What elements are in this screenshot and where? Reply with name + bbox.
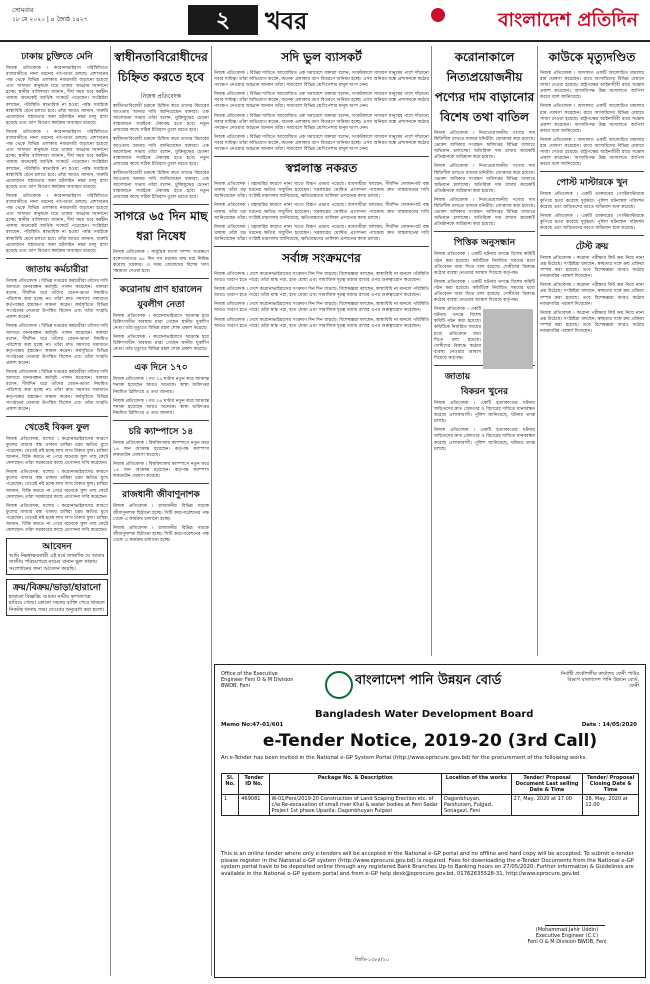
signatory-title: Executive Engineer (C.C) xyxy=(535,933,599,940)
headline: স্বপ্নলাস্ত নকরত xyxy=(285,161,358,176)
article-text: নিজস্ব প্রতিবেদক । একটি ডাকঘরের পোস্টমাস্টারকে কুপিয়ে হত্যা করেছে দুর্বৃত্তরা। পুলিশ ঘটনাস্থল পরিদর্শন করেছে এবং জড়িতদের ধরতে অভিযান শুরু করেছে। xyxy=(540,192,644,210)
ad-title: আবেদন xyxy=(42,542,72,553)
notice-date: Date : 14/05/2020 xyxy=(581,722,637,728)
article-text: নিজস্ব প্রতিবেদক । একটি হত্যাকাণ্ডের ঘটনায় জড়িতদের দ্রুত গ্রেফতার ও বিচারের দাবিতে মানববন্ধন করেছে এলাকাবাসী। পুলিশ জানিয়েছে, ঘটনার তদন্ত চলছে। xyxy=(434,401,535,425)
table-row xyxy=(222,795,639,816)
cell-location: Dagonbhuyan, Parshuram, Fulgazi, Sonagazi, Feni xyxy=(441,795,511,816)
article-text: স্বাধীনতাবিরোধী চক্রকে চিহ্নিত করে তাদের বিচারের আওতায় আনার দাবি জানিয়েছেন বক্তারা। এক আলোচনা সভায় তাঁরা বলেন, মুক্তিযুদ্ধের চেতনা বাস্তবায়নে সবাইকে ঐক্যবদ্ধ হতে হবে। নতুন প্রজন্মের কাছে সঠিক ইতিহাস তুলে ধরতে হবে। xyxy=(113,170,209,201)
headline: সাগরে ৬৫ দিন মাছ ধরা নিষেধ xyxy=(114,209,208,244)
column-1 xyxy=(6,46,108,976)
article-text: নিজস্ব প্রতিবেদক । মহামারির কারণে নানা খাতে বিরূপ প্রভাব পড়েছে। ব্যবসায়ীরা বলছেন, দীর্ঘদিন দোকানপাট বন্ধ থাকায় তাঁরা বড় ধরনের ক্ষতির সম্মুখীন হয়েছেন। সরকারের ঘোষিত প্রণোদনা প্যাকেজ দ্রুত বাস্তবায়নের দাবি জানিয়েছেন তাঁরা। সংশ্লিষ্ট মন্ত্রণালয় জানিয়েছে, ক্ষতিগ্রস্তদের তালিকা প্রণয়নের কাজ চলছে। xyxy=(214,182,429,200)
article-text: নিজস্ব প্রতিবেদক । বিভিন্ন দাবিতে আয়োজিত এক সমাবেশে বক্তারা বলেন, সংকটকালে সাধারণ মানুষের পাশে দাঁড়ানো সবার দায়িত্ব। তাঁরা অভিযোগ করেন, অনেক এলাকায় ত্রাণ বিতরণে অনিয়ম হচ্ছে। এসব অনিয়ম বন্ধে প্রশাসনকে কঠোর পদক্ষেপ নেওয়ার আহ্বান জানান তাঁরা। সমাবেশে বিভিন্ন শ্রেণিপেশার মানুষ অংশ নেন। xyxy=(214,134,429,153)
article-text: নিজস্ব প্রতিবেদক, যশোর । করোনাভাইরাসের কারণে ফুলের বাজার বন্ধ থাকায় চাষিরা চরম ক্ষতির মুখে পড়েছেন। খেতেই নষ্ট হচ্ছে লাখ লাখ টাকার ফুল। চাষিরা জানান, বিক্রি করতে না পেরে অনেকে ফুল গাছ কেটে ফেলছেন। তাঁরা সরকারের কাছে প্রণোদনা দাবি করেছেন। xyxy=(6,436,108,467)
signatory xyxy=(497,927,637,946)
issue-date: ১৮ মে ২০২০ | ৪ জ্যৈষ্ঠ ১৪২৭ xyxy=(12,16,88,23)
org-name-bangla: বাংলাদেশ পানি উন্নয়ন বোর্ড xyxy=(355,673,502,688)
office-bangla: নির্বাহী প্রকৌশলীর কার্যালয় ফেনী পাউর বিভাগ বাংলাদেশ পানি উন্নয়ন বোর্ড, ফেনী xyxy=(560,671,639,689)
ad-text: আমি নিম্নস্বাক্ষরকারী এই মর্মে জানাচ্ছি যে আমার জাতীয় পরিচয়পত্রে নামের বানান ভুল থাকায় সংশোধনের জন্য আবেদন করেছি। xyxy=(9,552,105,572)
ad-reference: জিডি-১৩৮৫/২০ xyxy=(355,957,389,963)
divider xyxy=(113,420,209,421)
article-text: নিজস্ব প্রতিবেদক । বিভিন্ন দপ্তরের কর্মচারীরা তাঁদের দাবি আদায়ে মানববন্ধন কর্মসূচি পালন করেছেন। বক্তারা বলেন, দীর্ঘদিন ধরে তাঁদের বেতন-ভাতা নিয়মিত পরিশোধ করা হচ্ছে না। তাঁরা দ্রুত সমস্যার সমাধানে কর্তৃপক্ষের হস্তক্ষেপ কামনা করেন। কর্মসূচিতে বিভিন্ন সংগঠনের নেতারা উপস্থিত ছিলেন এবং তাঁরা সংহতি প্রকাশ করেন। xyxy=(6,278,108,321)
headline: জাতায় কর্মচারীরা xyxy=(25,264,89,275)
byline: নিজস্ব প্রতিবেদক xyxy=(140,93,182,100)
cell-package: W-01/Feni/2019-20 Construction of Land Scaping Erection etc. of c/w Re-excavation of small river Khal & water bodies at Feni Sadar Project 1st phase Upazila: Dagonbhuyan Fulgazi xyxy=(269,795,441,816)
column-2 xyxy=(113,46,209,976)
article-text: নিজস্ব প্রতিবেদক । বিভিন্ন দাবিতে আয়োজিত এক সমাবেশে বক্তারা বলেন, সংকটকালে সাধারণ মানুষের পাশে দাঁড়ানো সবার দায়িত্ব। তাঁরা অভিযোগ করেন, অনেক এলাকায় ত্রাণ বিতরণে অনিয়ম হচ্ছে। এসব অনিয়ম বন্ধে প্রশাসনকে কঠোর পদক্ষেপ নেওয়ার আহ্বান জানান তাঁরা। সমাবেশে বিভিন্ন শ্রেণিপেশার মানুষ অংশ নেন। xyxy=(214,71,429,89)
article-text: স্বাধীনতাবিরোধী চক্রকে চিহ্নিত করে তাদের বিচারের আওতায় আনার দাবি জানিয়েছেন বক্তারা। এক আলোচনা সভায় তাঁরা বলেন, মুক্তিযুদ্ধের চেতনা বাস্তবায়নে সবাইকে ঐক্যবদ্ধ হতে হবে। নতুন প্রজন্মের কাছে সঠিক ইতিহাস তুলে ধরতে হবে। xyxy=(113,137,209,167)
article-text: নিজস্ব প্রতিবেদক । গত ২৪ ঘণ্টায় নতুন করে আক্রান্ত শনাক্ত হয়েছেন আরও অনেকে। স্বাস্থ্য অধিদপ্তর নিয়মিত ব্রিফিংয়ে এ তথ্য জানায়। xyxy=(113,398,209,416)
article-text: নিজস্ব প্রতিবেদক । করোনা পরীক্ষার কিট ক্রয় নিয়ে নানা প্রশ্ন উঠেছে। সংশ্লিষ্টরা বলছেন, স্বচ্ছতার সঙ্গে ক্রয় প্রক্রিয়া সম্পন্ন করা হয়েছে। তবে বিশেষজ্ঞরা আরও কঠোর নজরদারির পরামর্শ দিয়েছেন। xyxy=(540,283,644,307)
headline: এক দিনে ১৭০ xyxy=(134,363,188,374)
divider xyxy=(434,231,535,232)
article-text: নিজস্ব প্রতিবেদক, যশোর । করোনাভাইরাসের কারণে ফুলের বাজার বন্ধ থাকায় চাষিরা চরম ক্ষতির মুখে পড়েছেন। খেতেই নষ্ট হচ্ছে লাখ লাখ টাকার ফুল। চাষিরা জানান, বিক্রি করতে না পেরে অনেকে ফুল গাছ কেটে ফেলছেন। তাঁরা সরকারের কাছে প্রণোদনা দাবি করেছেন। xyxy=(6,470,108,500)
headline: রাজধানী জীবাণুনাশক xyxy=(122,490,200,501)
article-text: নিজস্ব প্রতিবেদক । করোনাভাইরাসে আক্রান্ত হয়ে চিকিৎসাধীন অবস্থায় মারা গেছেন স্থানীয় যুবলীগ নেতা। তাঁর মৃত্যুতে বিভিন্ন মহল শোক প্রকাশ করেছে। xyxy=(113,313,209,331)
divider xyxy=(113,356,209,357)
column-divider xyxy=(211,46,212,976)
article-text: নিজস্ব প্রতিবেদক । আদালত একটি আলোচিত মামলার রায় ঘোষণা করেছেন। রায়ে আসামিদের বিভিন্ন মেয়াদে সাজা দেওয়া হয়েছে। রাষ্ট্রপক্ষের আইনজীবী রায়ে সন্তোষ প্রকাশ করেছেন। আসামিপক্ষ উচ্চ আদালতে আপিল করবে বলে জানিয়েছে। xyxy=(540,71,644,101)
article-text: নিজস্ব প্রতিবেদক । আদালত একটি আলোচিত মামলার রায় ঘোষণা করেছেন। রায়ে আসামিদের বিভিন্ন মেয়াদে সাজা দেওয়া হয়েছে। রাষ্ট্রপক্ষের আইনজীবী রায়ে সন্তোষ প্রকাশ করেছেন। আসামিপক্ষ উচ্চ আদালতে আপিল করবে বলে জানিয়েছে। xyxy=(540,137,644,168)
article-text: নিজস্ব প্রতিবেদক । বিভিন্ন দপ্তরের কর্মচারীরা তাঁদের দাবি আদায়ে মানববন্ধন কর্মসূচি পালন করেছেন। বক্তারা বলেন, দীর্ঘদিন ধরে তাঁদের বেতন-ভাতা নিয়মিত পরিশোধ করা হচ্ছে না। তাঁরা দ্রুত সমস্যার সমাধানে কর্তৃপক্ষের হস্তক্ষেপ কামনা করেন। কর্মসূচিতে বিভিন্ন সংগঠনের নেতারা উপস্থিত ছিলেন এবং তাঁরা সংহতি প্রকাশ করেন। xyxy=(6,324,108,367)
article-text: নিজস্ব প্রতিবেদক । বিশ্ববিদ্যালয় ক্যাম্পাসে নতুন করে ১৪ জন আক্রান্ত হয়েছেন। কর্তৃপক্ষ ক্যাম্পাস লকডাউন ঘোষণা করেছে। xyxy=(113,462,209,480)
column-5 xyxy=(540,46,644,658)
article-text: নিজস্ব প্রতিবেদক । আদালত একটি আলোচিত মামলার রায় ঘোষণা করেছেন। রায়ে আসামিদের বিভিন্ন মেয়াদে সাজা দেওয়া হয়েছে। রাষ্ট্রপক্ষের আইনজীবী রায়ে সন্তোষ প্রকাশ করেছেন। আসামিপক্ষ উচ্চ আদালতে আপিল করবে বলে জানিয়েছে। xyxy=(540,104,644,134)
tender-table xyxy=(221,773,639,816)
article-text: নিজস্ব প্রতিবেদক । করোনাভাইরাস পরিস্থিতিতে রাজধানীতে নানা ধরনের তৎপরতা চলছে। প্রশাসনের পক্ষ থেকে বিভিন্ন এলাকায় নজরদারি বাড়ানো হয়েছে এবং সাধারণ মানুষকে ঘরে থাকার আহ্বান জানানো হচ্ছে। স্থানীয় বাসিন্দারা জানান, দীর্ঘ সময় ধরে কর্মহীন থাকায় অনেকেই আর্থিক সংকটে পড়েছেন। সংশ্লিষ্টরা বলছেন, পরিস্থিতি স্বাভাবিক না হওয়া পর্যন্ত সবাইকে স্বাস্থ্যবিধি মেনে চলতে হবে। তাঁরা আরও জানান, জরুরি প্রয়োজনে সহায়তার জন্য হটলাইন নম্বর চালু রাখা হয়েছে এবং ত্রাণ বিতরণ কার্যক্রম অব্যাহত রয়েছে। xyxy=(6,66,108,126)
headline: জাতায় বিকরন খুনের xyxy=(444,372,509,397)
headline: করোনায় প্রাণ হারালেন যুবলীগ নেতা xyxy=(119,284,203,310)
headline: সদি ভুল ব্যাসকর্ট xyxy=(281,50,362,64)
article-text: নিজস্ব প্রতিবেদক । করোনাভাইরাসে আক্রান্ত হয়ে চিকিৎসাধীন অবস্থায় মারা গেছেন স্থানীয় যুবলীগ নেতা। তাঁর মৃত্যুতে বিভিন্ন মহল শোক প্রকাশ করেছে। xyxy=(113,335,209,353)
column-4 xyxy=(434,46,535,658)
signatory-office: Feni O & M Division BWDB, Feni xyxy=(527,939,607,946)
divider xyxy=(540,171,644,172)
headline: পোস্ট মাস্টারকে খুন xyxy=(556,178,628,189)
ad-title: ক্রয়/বিক্রয়/ভাড়া/হারানো xyxy=(13,583,101,594)
divider xyxy=(113,483,209,484)
cell-sl: 1 xyxy=(222,795,239,816)
newspaper-logo: বাংলাদেশ প্রতিদিন xyxy=(497,9,638,31)
col-header: Location of the works xyxy=(441,774,511,795)
signatory-name: (Mohammad Jahir Uddin) xyxy=(535,927,599,933)
column-divider xyxy=(110,46,111,976)
article-text: নিজস্ব প্রতিবেদক । বিভিন্ন দাবিতে আয়োজিত এক সমাবেশে বক্তারা বলেন, সংকটকালে সাধারণ মানুষের পাশে দাঁড়ানো সবার দায়িত্ব। তাঁরা অভিযোগ করেন, অনেক এলাকায় ত্রাণ বিতরণে অনিয়ম হচ্ছে। এসব অনিয়ম বন্ধে প্রশাসনকে কঠোর পদক্ষেপ নেওয়ার আহ্বান জানান তাঁরা। সমাবেশে বিভিন্ন শ্রেণিপেশার মানুষ অংশ নেন। xyxy=(214,113,429,131)
section-title: খবর xyxy=(265,6,308,35)
divider xyxy=(6,258,108,259)
cell-selling-date: 27, May, 2020 at 17.00 xyxy=(511,795,583,816)
classified-ad xyxy=(6,538,108,575)
article-text: নিজস্ব প্রতিবেদক । একটি ঘটনার তদন্তে বিশেষ কমিটি গঠন করা হয়েছে। কমিটিকে নির্ধারিত সময়ের মধ্যে প্রতিবেদন জমা দিতে বলা হয়েছে। দোষীদের বিরুদ্ধে কঠোর ব্যবস্থা নেওয়ার আশ্বাস দিয়েছে কর্তৃপক্ষ। xyxy=(434,279,535,304)
article-text: নিজস্ব প্রতিবেদক । দেশে করোনাভাইরাসের সংক্রমণ দিন দিন বাড়ছে। বিশেষজ্ঞরা বলছেন, স্বাস্থ্যবিধি না মানলে পরিস্থিতি আরও খারাপ হতে পারে। তাঁরা মাস্ক পরা, হাত ধোয়া এবং সামাজিক দূরত্ব বজায় রাখার ওপর গুরুত্বারোপ করেছেন। xyxy=(214,302,429,314)
cell-id: 469081 xyxy=(239,795,269,816)
article-text: নিজস্ব প্রতিবেদক, যশোর । করোনাভাইরাসের কারণে ফুলের বাজার বন্ধ থাকায় চাষিরা চরম ক্ষতির মুখে পড়েছেন। খেতেই নষ্ট হচ্ছে লাখ লাখ টাকার ফুল। চাষিরা জানান, বিক্রি করতে না পেরে অনেকে ফুল গাছ কেটে ফেলছেন। তাঁরা সরকারের কাছে প্রণোদনা দাবি করেছেন। xyxy=(6,503,108,534)
column-divider xyxy=(431,46,432,656)
article-text: নিজস্ব প্রতিবেদক । করোনা পরীক্ষার কিট ক্রয় নিয়ে নানা প্রশ্ন উঠেছে। সংশ্লিষ্টরা বলছেন, স্বচ্ছতার সঙ্গে ক্রয় প্রক্রিয়া সম্পন্ন করা হয়েছে। তবে বিশেষজ্ঞরা আরও কঠোর নজরদারির পরামর্শ দিয়েছেন। xyxy=(540,310,644,334)
article-text: নিজস্ব প্রতিবেদক । দেশে করোনাভাইরাসের সংক্রমণ দিন দিন বাড়ছে। বিশেষজ্ঞরা বলছেন, স্বাস্থ্যবিধি না মানলে পরিস্থিতি আরও খারাপ হতে পারে। তাঁরা মাস্ক পরা, হাত ধোয়া এবং সামাজিক দূরত্ব বজায় রাখার ওপর গুরুত্বারোপ করেছেন। xyxy=(214,287,429,299)
col-header: Tender/ Proposal Closing Date & Time xyxy=(583,774,639,795)
memo-number: Memo No:47-01/601 xyxy=(221,722,284,728)
article-text: নিজস্ব প্রতিবেদক । একটি ঘটনার তদন্তে বিশেষ কমিটি গঠন করা হয়েছে। কমিটিকে নির্ধারিত সময়ের মধ্যে প্রতিবেদন জমা দিতে বলা হয়েছে। দোষীদের বিরুদ্ধে কঠোর ব্যবস্থা নেওয়ার আশ্বাস দিয়েছে কর্তৃপক্ষ। xyxy=(434,252,535,276)
col-header: Tender ID No. xyxy=(239,774,269,795)
article-text: নিজস্ব প্রতিবেদক । একটি ডাকঘরের পোস্টমাস্টারকে কুপিয়ে হত্যা করেছে দুর্বৃত্তরা। পুলিশ ঘটনাস্থল পরিদর্শন করেছে এবং জড়িতদের ধরতে অভিযান শুরু করেছে। xyxy=(540,213,644,231)
article-text: নিজস্ব প্রতিবেদক । রাজধানীর বিভিন্ন সড়কে জীবাণুনাশক ছিটানো হচ্ছে। সিটি করপোরেশনের পক্ষ থেকে এ কার্যক্রম চালানো হচ্ছে। xyxy=(113,504,209,522)
column-3 xyxy=(214,46,429,658)
ad-text: হারানো বিজ্ঞপ্তি: আমার নামীয় কাগজপত্র হারিয়ে গেছে। কোনো সহৃদয় ব্যক্তি পেয়ে থাকলে নিকটস্থ থানায় জমা দেওয়ার অনুরোধ করা হলো। xyxy=(9,593,105,613)
article-text: নিজস্ব প্রতিবেদক । একটি হত্যাকাণ্ডের ঘটনায় জড়িতদের দ্রুত গ্রেফতার ও বিচারের দাবিতে মানববন্ধন করেছে এলাকাবাসী। পুলিশ জানিয়েছে, ঘটনার তদন্ত চলছে। xyxy=(434,428,535,452)
column-divider xyxy=(537,46,538,656)
article-text: নিজস্ব প্রতিবেদক । একটি ঘটনার তদন্তে বিশেষ কমিটি গঠন করা হয়েছে। কমিটিকে নির্ধারিত সময়ের মধ্যে প্রতিবেদন জমা দিতে বলা হয়েছে। দোষীদের বিরুদ্ধে কঠোর ব্যবস্থা নেওয়ার আশ্বাস দিয়েছে কর্তৃপক্ষ। xyxy=(434,307,481,361)
col-header: Sl. No. xyxy=(222,774,239,795)
tender-intro: An e-Tender has been invited in the National e-GP System Portal (http://www.eprocure.gov.bd) for the procurement of the following works. xyxy=(221,755,588,761)
divider xyxy=(214,156,429,157)
classified-ad xyxy=(6,579,108,616)
article-text: নিজস্ব প্রতিবেদক । দেশে করোনাভাইরাসের সংক্রমণ দিন দিন বাড়ছে। বিশেষজ্ঞরা বলছেন, স্বাস্থ্যবিধি না মানলে পরিস্থিতি আরও খারাপ হতে পারে। তাঁরা মাস্ক পরা, হাত ধোয়া এবং সামাজিক দূরত্ব বজায় রাখার ওপর গুরুত্বারোপ করেছেন। xyxy=(214,317,429,329)
article-text: নিজস্ব প্রতিবেদক । নিত্যপ্রয়োজনীয় পণ্যের দাম স্থিতিশীল রাখতে বাজার মনিটরিং জোরদার করা হয়েছে। ভোক্তা অধিকার সংরক্ষণ অধিদপ্তর বিভিন্ন বাজারে অভিযান চালাচ্ছে। অতিরিক্ত দাম রাখায় কয়েকটি প্রতিষ্ঠানকে জরিমানা করা হয়েছে। xyxy=(434,131,535,161)
divider xyxy=(113,278,209,279)
headline: সর্বাঙ্গ সংক্রমণের xyxy=(282,250,361,265)
article-text: নিজস্ব প্রতিবেদক । বিভিন্ন দাবিতে আয়োজিত এক সমাবেশে বক্তারা বলেন, সংকটকালে সাধারণ মানুষের পাশে দাঁড়ানো সবার দায়িত্ব। তাঁরা অভিযোগ করেন, অনেক এলাকায় ত্রাণ বিতরণে অনিয়ম হচ্ছে। এসব অনিয়ম বন্ধে প্রশাসনকে কঠোর পদক্ষেপ নেওয়ার আহ্বান জানান তাঁরা। সমাবেশে বিভিন্ন শ্রেণিপেশার মানুষ অংশ নেন। xyxy=(214,92,429,110)
col-header: Package No. & Description xyxy=(269,774,441,795)
article-text: নিজস্ব প্রতিবেদক । দেশে করোনাভাইরাসের সংক্রমণ দিন দিন বাড়ছে। বিশেষজ্ঞরা বলছেন, স্বাস্থ্যবিধি না মানলে পরিস্থিতি আরও খারাপ হতে পারে। তাঁরা মাস্ক পরা, হাত ধোয়া এবং সামাজিক দূরত্ব বজায় রাখার ওপর গুরুত্বারোপ করেছেন। xyxy=(214,271,429,284)
page-number: ২ xyxy=(188,5,258,35)
org-name-english: Bangladesh Water Development Board xyxy=(315,709,534,720)
article-text: নিজস্ব প্রতিবেদক । বিভিন্ন দপ্তরের কর্মচারীরা তাঁদের দাবি আদায়ে মানববন্ধন কর্মসূচি পালন করেছেন। বক্তারা বলেন, দীর্ঘদিন ধরে তাঁদের বেতন-ভাতা নিয়মিত পরিশোধ করা হচ্ছে না। তাঁরা দ্রুত সমস্যার সমাধানে কর্তৃপক্ষের হস্তক্ষেপ কামনা করেন। কর্মসূচিতে বিভিন্ন সংগঠনের নেতারা উপস্থিত ছিলেন এবং তাঁরা সংহতি প্রকাশ করেন। xyxy=(6,370,108,412)
divider xyxy=(540,235,644,236)
headline: কাউকে মৃত্যুদণ্ডিত xyxy=(548,50,636,64)
article-text: নিজস্ব প্রতিবেদক । বিশ্ববিদ্যালয় ক্যাম্পাসে নতুন করে ১৪ জন আক্রান্ত হয়েছেন। কর্তৃপক্ষ ক্যাম্পাস লকডাউন ঘোষণা করেছে। xyxy=(113,440,209,459)
headline: করোনাকালে নিত্যপ্রয়োজনীয় পণ্যের দাম বাড়ানোর বিশেষ তথা বাতিল xyxy=(434,50,535,124)
headline: পিত্তিক অনুসন্ধান xyxy=(453,238,516,249)
logo-icon xyxy=(431,8,445,22)
tender-title: e-Tender Notice, 2019-20 (3rd Call) xyxy=(262,731,598,751)
article-text: স্বাধীনতাবিরোধী চক্রকে চিহ্নিত করে তাদের বিচারের আওতায় আনার দাবি জানিয়েছেন বক্তারা। এক আলোচনা সভায় তাঁরা বলেন, মুক্তিযুদ্ধের চেতনা বাস্তবায়নে সবাইকে ঐক্যবদ্ধ হতে হবে। নতুন প্রজন্মের কাছে সঠিক ইতিহাস তুলে ধরতে হবে। xyxy=(113,104,209,134)
headline: ঢাকায় চুক্তিতে মেনি xyxy=(21,52,93,62)
article-text: নিজস্ব প্রতিবেদক । নিত্যপ্রয়োজনীয় পণ্যের দাম স্থিতিশীল রাখতে বাজার মনিটরিং জোরদার করা হয়েছে। ভোক্তা অধিকার সংরক্ষণ অধিদপ্তর বিভিন্ন বাজারে অভিযান চালাচ্ছে। অতিরিক্ত দাম রাখায় কয়েকটি প্রতিষ্ঠানকে জরিমানা করা হয়েছে। xyxy=(434,164,535,194)
news-photo xyxy=(483,309,533,369)
signature-line xyxy=(545,913,605,926)
tender-notice-ad xyxy=(214,664,646,978)
issue-day: সোমবার xyxy=(12,6,34,14)
article-text: নিজস্ব প্রতিবেদক । সামুদ্রিক মৎস্য সম্পদ সংরক্ষণে বঙ্গোপসাগরে ৬৫ দিন সব ধরনের মাছ ধরা নিষিদ্ধ করেছে সরকার। এ সময় জেলেদের বিশেষ খাদ্য সহায়তা দেওয়া হবে। xyxy=(113,250,209,274)
headline: স্বাধীনতাবিরোধীদের চিহ্নিত করতে হবে xyxy=(114,50,208,84)
headline: চরি ক্যাম্পাসে ১৪ xyxy=(128,426,194,437)
article-text: নিজস্ব প্রতিবেদক । মহামারির কারণে নানা খাতে বিরূপ প্রভাব পড়েছে। ব্যবসায়ীরা বলছেন, দীর্ঘদিন দোকানপাট বন্ধ থাকায় তাঁরা বড় ধরনের ক্ষতির সম্মুখীন হয়েছেন। সরকারের ঘোষিত প্রণোদনা প্যাকেজ দ্রুত বাস্তবায়নের দাবি জানিয়েছেন তাঁরা। সংশ্লিষ্ট মন্ত্রণালয় জানিয়েছে, ক্ষতিগ্রস্তদের তালিকা প্রণয়নের কাজ চলছে। xyxy=(214,224,429,242)
article-text: নিজস্ব প্রতিবেদক । গত ২৪ ঘণ্টায় নতুন করে আক্রান্ত শনাক্ত হয়েছেন আরও অনেকে। স্বাস্থ্য অধিদপ্তর নিয়মিত ব্রিফিংয়ে এ তথ্য জানায়। xyxy=(113,377,209,395)
article-text: নিজস্ব প্রতিবেদক । করোনাভাইরাস পরিস্থিতিতে রাজধানীতে নানা ধরনের তৎপরতা চলছে। প্রশাসনের পক্ষ থেকে বিভিন্ন এলাকায় নজরদারি বাড়ানো হয়েছে এবং সাধারণ মানুষকে ঘরে থাকার আহ্বান জানানো হচ্ছে। স্থানীয় বাসিন্দারা জানান, দীর্ঘ সময় ধরে কর্মহীন থাকায় অনেকেই আর্থিক সংকটে পড়েছেন। সংশ্লিষ্টরা বলছেন, পরিস্থিতি স্বাভাবিক না হওয়া পর্যন্ত সবাইকে স্বাস্থ্যবিধি মেনে চলতে হবে। তাঁরা আরও জানান, জরুরি প্রয়োজনে সহায়তার জন্য হটলাইন নম্বর চালু রাখা হয়েছে এবং ত্রাণ বিতরণ কার্যক্রম অব্যাহত রয়েছে। xyxy=(6,193,108,254)
headline: টেস্ট ক্রয় xyxy=(575,241,609,252)
article-text: নিজস্ব প্রতিবেদক । মহামারির কারণে নানা খাতে বিরূপ প্রভাব পড়েছে। ব্যবসায়ীরা বলছেন, দীর্ঘদিন দোকানপাট বন্ধ থাকায় তাঁরা বড় ধরনের ক্ষতির সম্মুখীন হয়েছেন। সরকারের ঘোষিত প্রণোদনা প্যাকেজ দ্রুত বাস্তবায়নের দাবি জানিয়েছেন তাঁরা। সংশ্লিষ্ট মন্ত্রণালয় জানিয়েছে, ক্ষতিগ্রস্তদের তালিকা প্রণয়নের কাজ চলছে। xyxy=(214,203,429,221)
bwdb-emblem-icon xyxy=(325,671,353,699)
col-header: Tender/ Proposal Document Last selling Date & Time xyxy=(511,774,583,795)
article-text: নিজস্ব প্রতিবেদক । নিত্যপ্রয়োজনীয় পণ্যের দাম স্থিতিশীল রাখতে বাজার মনিটরিং জোরদার করা হয়েছে। ভোক্তা অধিকার সংরক্ষণ অধিদপ্তর বিভিন্ন বাজারে অভিযান চালাচ্ছে। অতিরিক্ত দাম রাখায় কয়েকটি প্রতিষ্ঠানকে জরিমানা করা হয়েছে। xyxy=(434,197,535,228)
headline: খেতেই বিকল ফুল xyxy=(24,422,90,433)
divider xyxy=(6,416,108,417)
divider xyxy=(113,204,209,205)
divider xyxy=(214,246,429,247)
cell-closing-date: 28, May, 2020 at 12.00 xyxy=(583,795,639,816)
article-text: নিজস্ব প্রতিবেদক । করোনাভাইরাস পরিস্থিতিতে রাজধানীতে নানা ধরনের তৎপরতা চলছে। প্রশাসনের পক্ষ থেকে বিভিন্ন এলাকায় নজরদারি বাড়ানো হয়েছে এবং সাধারণ মানুষকে ঘরে থাকার আহ্বান জানানো হচ্ছে। স্থানীয় বাসিন্দারা জানান, দীর্ঘ সময় ধরে কর্মহীন থাকায় অনেকেই আর্থিক সংকটে পড়েছেন। সংশ্লিষ্টরা বলছেন, পরিস্থিতি স্বাভাবিক না হওয়া পর্যন্ত সবাইকে স্বাস্থ্যবিধি মেনে চলতে হবে। তাঁরা আরও জানান, জরুরি প্রয়োজনে সহায়তার জন্য হটলাইন নম্বর চালু রাখা হয়েছে এবং ত্রাণ বিতরণ কার্যক্রম অব্যাহত রয়েছে। xyxy=(6,129,108,190)
article-text: নিজস্ব প্রতিবেদক । রাজধানীর বিভিন্ন সড়কে জীবাণুনাশক ছিটানো হচ্ছে। সিটি করপোরেশনের পক্ষ থেকে এ কার্যক্রম চালানো হচ্ছে। xyxy=(113,525,209,543)
article-text: নিজস্ব প্রতিবেদক । করোনা পরীক্ষার কিট ক্রয় নিয়ে নানা প্রশ্ন উঠেছে। সংশ্লিষ্টরা বলছেন, স্বচ্ছতার সঙ্গে ক্রয় প্রক্রিয়া সম্পন্ন করা হয়েছে। তবে বিশেষজ্ঞরা আরও কঠোর নজরদারির পরামর্শ দিয়েছেন। xyxy=(540,255,644,280)
office-english: Office of the Executive Engineer Feni O & M Division BWDB, Feni xyxy=(221,671,294,689)
masthead xyxy=(0,0,650,42)
tender-instructions: This is an online tender where only e-tenders will be accepted in the National e-GP portal and no offline and hard copy will be accepted. To submit e-tender please register in the National e-GP system (http://www.eprocure.gov.bd) is required. Fees for downloading the e-Tender Documents from the National e-GP system portal have to be deposited online through any registered Bank Branches Up-to Banking hours on 27/05/2020. Further information & Guidelines are available in the National e-GP system portal and from e-GP help desk@eprocure.gov.bd, 01762635528-31, http://www.eprocure.gov.bd xyxy=(221,851,634,877)
